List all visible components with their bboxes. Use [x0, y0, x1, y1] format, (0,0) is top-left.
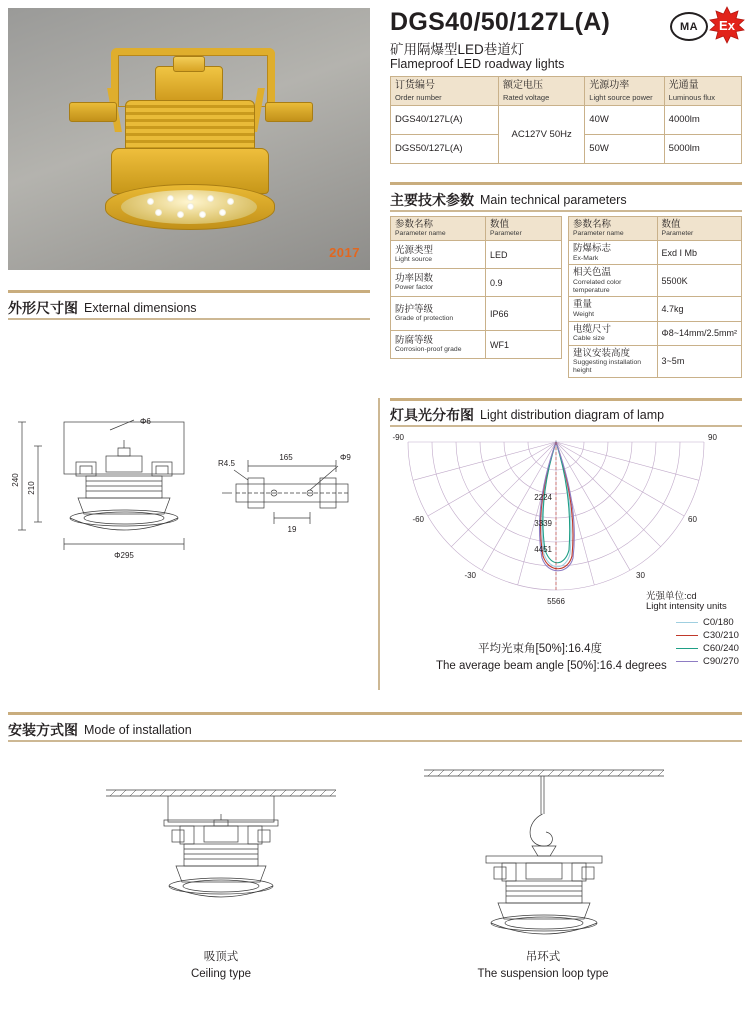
divider-light-distribution-bottom	[390, 425, 742, 427]
subtitle-chinese: 矿用隔爆型LED巷道灯	[390, 42, 525, 57]
col-parameter-name: 参数名称 Parameter name	[391, 217, 486, 241]
divider-main-parameters	[390, 182, 742, 185]
legend-label: C30/210	[703, 630, 739, 641]
param-name: 光源类型 Light source	[391, 241, 486, 269]
table-row	[391, 269, 562, 297]
table-row	[569, 345, 742, 377]
cell-power: 40W	[585, 105, 664, 134]
parameters-table-right	[568, 216, 742, 378]
col-order-number: 订货编号 Order number	[391, 77, 499, 106]
table-row	[569, 297, 742, 321]
param-value: WF1	[486, 331, 562, 359]
photometric-legend	[676, 616, 739, 668]
svg-text:-60: -60	[412, 515, 424, 524]
param-name: 重量 Weight	[569, 297, 658, 321]
svg-text:2224: 2224	[534, 493, 552, 502]
legend-swatch-c60-240-icon	[676, 648, 698, 649]
table-row	[569, 241, 742, 265]
svg-text:Ex: Ex	[719, 18, 735, 33]
col-parameter-value: 数值 Parameter	[657, 217, 741, 241]
param-name: 电缆尺寸 Cable size	[569, 321, 658, 345]
cell-order-number: DGS40/127L(A)	[391, 105, 499, 134]
svg-text:Φ6: Φ6	[140, 418, 151, 426]
svg-text:R4.5: R4.5	[218, 459, 235, 468]
lamp-illustration	[69, 44, 309, 244]
product-photo	[8, 8, 370, 270]
param-value: LED	[486, 241, 562, 269]
divider-external-dimensions	[8, 290, 370, 293]
cell-flux: 5000lm	[664, 134, 741, 163]
svg-text:Φ9: Φ9	[340, 453, 351, 462]
page-title: DGS40/50/127L(A)	[390, 8, 611, 36]
bracket-dimension-drawing	[218, 440, 368, 550]
subtitle-english: Flameproof LED roadway lights	[390, 57, 565, 71]
polar-light-distribution-diagram	[386, 430, 726, 610]
divider-light-distribution	[390, 398, 742, 401]
divider-main-parameters-bottom	[390, 210, 742, 212]
table-row	[569, 265, 742, 297]
table-row	[391, 241, 562, 269]
svg-text:19: 19	[287, 525, 297, 534]
svg-text:90: 90	[708, 433, 717, 442]
col-parameter-value: 数值 Parameter	[486, 217, 562, 241]
section-heading-mode-of-installation: 安装方式图 Mode of installation	[8, 722, 192, 738]
param-value: IP66	[486, 297, 562, 331]
table-row	[391, 331, 562, 359]
svg-text:Φ295: Φ295	[114, 551, 134, 560]
svg-text:165: 165	[279, 453, 293, 462]
col-parameter-name: 参数名称 Parameter name	[569, 217, 658, 241]
svg-text:-90: -90	[392, 433, 404, 442]
install-label-suspension-cn: 吊环式	[525, 951, 561, 963]
param-name: 防护等级 Grade of protection	[391, 297, 486, 331]
svg-text:3339: 3339	[534, 519, 552, 528]
beam-angle-cn: 平均光束角[50%]:16.4度	[478, 643, 602, 655]
order-table	[390, 76, 742, 164]
param-name: 建议安装高度 Suggesting installation height	[569, 345, 658, 377]
beam-angle-en: The average beam angle [50%]:16.4 degrees	[436, 660, 667, 672]
install-label-ceiling-en: Ceiling type	[190, 968, 252, 980]
param-value: Φ8~14mm/2.5mm²	[657, 321, 741, 345]
col-light-source-power: 光源功率 Light source power	[585, 77, 664, 106]
cell-order-number: DGS50/127L(A)	[391, 134, 499, 163]
install-label-ceiling-cn: 吸顶式	[203, 951, 239, 963]
legend-swatch-c30-210-icon	[676, 635, 698, 636]
param-value: 3~5m	[657, 345, 741, 377]
svg-text:60: 60	[688, 515, 697, 524]
legend-label: C60/240	[703, 643, 739, 654]
param-name: 相关色温 Correlated color temperature	[569, 265, 658, 297]
legend-label: C90/270	[703, 656, 739, 667]
cell-power: 50W	[585, 134, 664, 163]
svg-text:4451: 4451	[534, 545, 552, 554]
svg-text:5566: 5566	[547, 597, 565, 606]
param-value: 4.7kg	[657, 297, 741, 321]
ma-certification-icon: MA	[670, 12, 708, 41]
table-row	[569, 321, 742, 345]
divider-vertical	[378, 398, 380, 690]
table-header-row	[569, 217, 742, 241]
front-dimension-drawing	[6, 418, 236, 568]
photo-year-mark: 2017	[329, 245, 360, 260]
light-intensity-units-en: Light intensity units	[646, 601, 727, 612]
section-heading-main-parameters: 主要技术参数 Main technical parameters	[390, 192, 627, 208]
param-value: 5500K	[657, 265, 741, 297]
param-value: Exd I Mb	[657, 241, 741, 265]
legend-swatch-c90-270-icon	[676, 661, 698, 662]
table-row	[391, 297, 562, 331]
cell-rated-voltage: AC127V 50Hz	[498, 105, 584, 163]
parameters-table-left	[390, 216, 562, 359]
param-value: 0.9	[486, 269, 562, 297]
install-label-suspension-en: The suspension loop type	[477, 968, 609, 980]
param-name: 防腐等级 Corrosion-proof grade	[391, 331, 486, 359]
col-rated-voltage: 额定电压 Rated voltage	[498, 77, 584, 106]
table-header-row	[391, 217, 562, 241]
divider-mode-of-installation	[8, 712, 742, 715]
ex-certification-icon	[708, 6, 746, 44]
legend-item	[676, 642, 739, 655]
cell-flux: 4000lm	[664, 105, 741, 134]
light-intensity-units-cn: 光强单位:cd	[646, 591, 697, 602]
svg-text:240: 240	[11, 473, 20, 487]
divider-mode-of-installation-bottom	[8, 740, 742, 742]
legend-label: C0/180	[703, 617, 734, 628]
ceiling-type-drawing	[96, 776, 346, 948]
svg-text:210: 210	[27, 481, 36, 495]
section-heading-light-distribution: 灯具光分布图 Light distribution diagram of lamp	[390, 407, 665, 423]
legend-swatch-c0-180-icon	[676, 622, 698, 623]
table-row	[391, 105, 742, 134]
param-name: 功率因数 Power factor	[391, 269, 486, 297]
divider-external-dimensions-bottom	[8, 318, 370, 320]
legend-item	[676, 616, 739, 629]
table-header-row	[391, 77, 742, 106]
param-name: 防爆标志 Ex-Mark	[569, 241, 658, 265]
section-heading-external-dimensions: 外形尺寸图 External dimensions	[8, 300, 197, 316]
legend-item	[676, 629, 739, 642]
legend-item	[676, 655, 739, 668]
suspension-loop-type-drawing	[414, 760, 674, 950]
col-luminous-flux: 光通量 Luminous flux	[664, 77, 741, 106]
svg-text:30: 30	[636, 571, 645, 580]
svg-text:-30: -30	[464, 571, 476, 580]
